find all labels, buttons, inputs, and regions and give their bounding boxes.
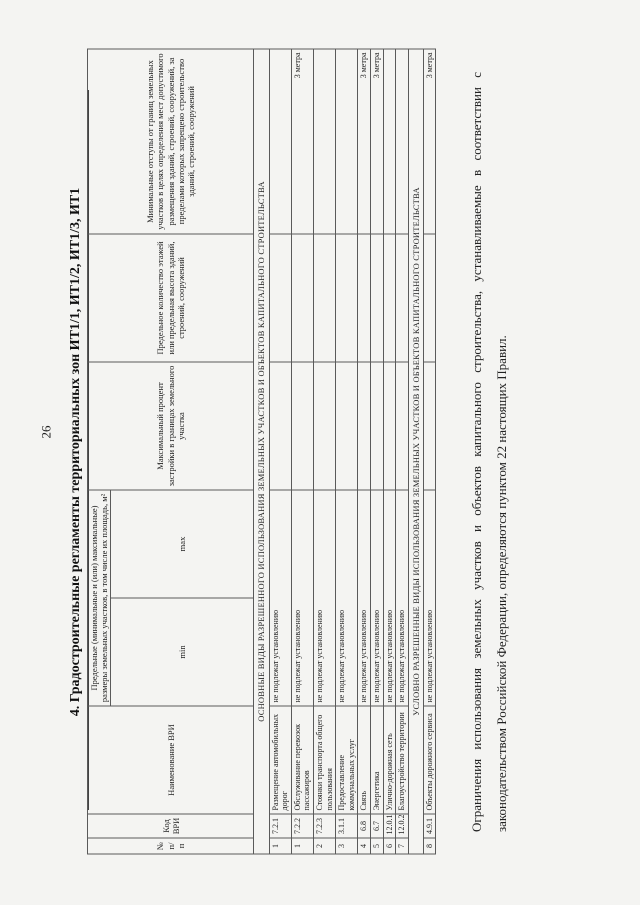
row-percent xyxy=(291,362,313,490)
row-min: не подлежат установлению xyxy=(313,490,335,706)
header-floors: Предельное количество этажей или предельная высота зданий, строений, сооружений xyxy=(88,234,254,362)
row-setback xyxy=(396,49,409,234)
regulations-table-container xyxy=(87,50,434,855)
row-min: не подлежат установлению xyxy=(291,490,313,706)
row-name: Благоустройство территории xyxy=(396,706,409,814)
row-min: не подлежат установлению xyxy=(383,490,396,706)
row-percent xyxy=(313,362,335,490)
header-size: Предельные (минимальные и (или) максимальные) размеры земельных участков, в том числе их площадь, м² xyxy=(88,490,111,706)
row-name: Размещение автомобильных дорог xyxy=(269,706,291,814)
header-setback: Минимальные отступы от границ земельных участков в целях определения мест допустимого размещения зданий, строений, сооружений, за пределами которых запрещено строительство зданий, строений, сооружений xyxy=(88,49,254,234)
row-percent xyxy=(383,362,396,490)
row-min: не подлежат установлению xyxy=(396,490,409,706)
row-name: Предоставление коммунальных услуг xyxy=(336,706,358,814)
table-row xyxy=(423,49,436,854)
restrictions-paragraph: Ограничения использования земельных участков и объектов капитального строительства, устанавливаемые в соответствии с законодательством Российской Федерации, определяются пунктом 22 настоящих Правил. xyxy=(469,72,509,832)
header-code: Код ВРИ xyxy=(88,814,254,838)
header-max: max xyxy=(111,490,254,598)
row-name: Связь xyxy=(358,706,371,814)
row-name: Объекты дорожного сервиса xyxy=(423,706,436,814)
row-percent xyxy=(336,362,358,490)
table-row xyxy=(269,49,291,854)
table-row xyxy=(370,49,383,854)
row-setback xyxy=(383,49,396,234)
table-row xyxy=(396,49,409,854)
row-name: Улично-дорожная сеть xyxy=(383,706,396,814)
table-row xyxy=(313,49,335,854)
row-percent xyxy=(269,362,291,490)
row-code: 12.0.2 xyxy=(396,814,409,838)
row-code: 6.7 xyxy=(370,814,383,838)
row-num: 4 xyxy=(358,838,371,854)
table-row xyxy=(358,49,371,854)
row-setback: 3 метра xyxy=(291,49,313,234)
section-heading: 4. Градостроительные регламенты территориальных зон ИТ1/1, ИТ1/2, ИТ1/3, ИТ1 xyxy=(68,187,83,717)
row-num: 5 xyxy=(370,838,383,854)
row-num: 1 xyxy=(269,838,291,854)
table-row xyxy=(383,49,396,854)
row-min: не подлежат установлению xyxy=(358,490,371,706)
row-floors xyxy=(358,234,371,362)
row-setback: 3 метра xyxy=(370,49,383,234)
row-num: 6 xyxy=(383,838,396,854)
row-num: 2 xyxy=(313,838,335,854)
row-percent xyxy=(423,362,436,490)
row-code: 12.0.1 xyxy=(383,814,396,838)
section-title-conditional: УСЛОВНО РАЗРЕШЕННЫЕ ВИДЫ ИСПОЛЬЗОВАНИЯ ЗЕМЕЛЬНЫХ УЧАСТКОВ И ОБЪЕКТОВ КАПИТАЛЬНОГО СТРОИТЕЛЬСТВА xyxy=(408,49,423,854)
table-row xyxy=(291,49,313,854)
header-min: min xyxy=(111,598,254,706)
row-min: не подлежат установлению xyxy=(423,490,436,706)
row-floors xyxy=(291,234,313,362)
row-setback xyxy=(313,49,335,234)
row-min: не подлежат установлению xyxy=(370,490,383,706)
row-code: 6.8 xyxy=(358,814,371,838)
row-floors xyxy=(336,234,358,362)
row-name: Стоянки транспорта общего пользования xyxy=(313,706,335,814)
row-num: 7 xyxy=(396,838,409,854)
header-percent: Максимальный процент застройки в границах земельного участка xyxy=(88,362,254,490)
row-num: 8 xyxy=(423,838,436,854)
row-percent xyxy=(370,362,383,490)
row-setback: 3 метра xyxy=(358,49,371,234)
row-percent xyxy=(396,362,409,490)
row-setback: 3 метра xyxy=(423,49,436,234)
row-setback xyxy=(269,49,291,234)
row-num: 3 xyxy=(336,838,358,854)
row-min: не подлежат установлению xyxy=(336,490,358,706)
header-name: Наименование ВРИ xyxy=(88,706,254,814)
row-floors xyxy=(423,234,436,362)
row-floors xyxy=(383,234,396,362)
section-title-main: ОСНОВНЫЕ ВИДЫ РАЗРЕШЕННОГО ИСПОЛЬЗОВАНИЯ ЗЕМЕЛЬНЫХ УЧАСТКОВ И ОБЪЕКТОВ КАПИТАЛЬНОГО СТРОИТЕЛЬСТВА xyxy=(254,49,269,854)
regulations-table xyxy=(87,48,436,854)
header-num: № п/п xyxy=(88,838,254,854)
row-floors xyxy=(269,234,291,362)
row-floors xyxy=(370,234,383,362)
row-name: Обслуживание перевозок пассажиров xyxy=(291,706,313,814)
row-code: 7.2.2 xyxy=(291,814,313,838)
row-name: Энергетика xyxy=(370,706,383,814)
table-body xyxy=(254,49,436,854)
row-code: 7.2.1 xyxy=(269,814,291,838)
row-num: 1 xyxy=(291,838,313,854)
row-code: 7.2.3 xyxy=(313,814,335,838)
row-percent xyxy=(358,362,371,490)
row-setback xyxy=(336,49,358,234)
page-number: 26 xyxy=(38,425,54,439)
row-min: не подлежат установлению xyxy=(269,490,291,706)
row-floors xyxy=(313,234,335,362)
row-floors xyxy=(396,234,409,362)
row-code: 4.9.1 xyxy=(423,814,436,838)
table-row xyxy=(336,49,358,854)
row-code: 3.1.1 xyxy=(336,814,358,838)
